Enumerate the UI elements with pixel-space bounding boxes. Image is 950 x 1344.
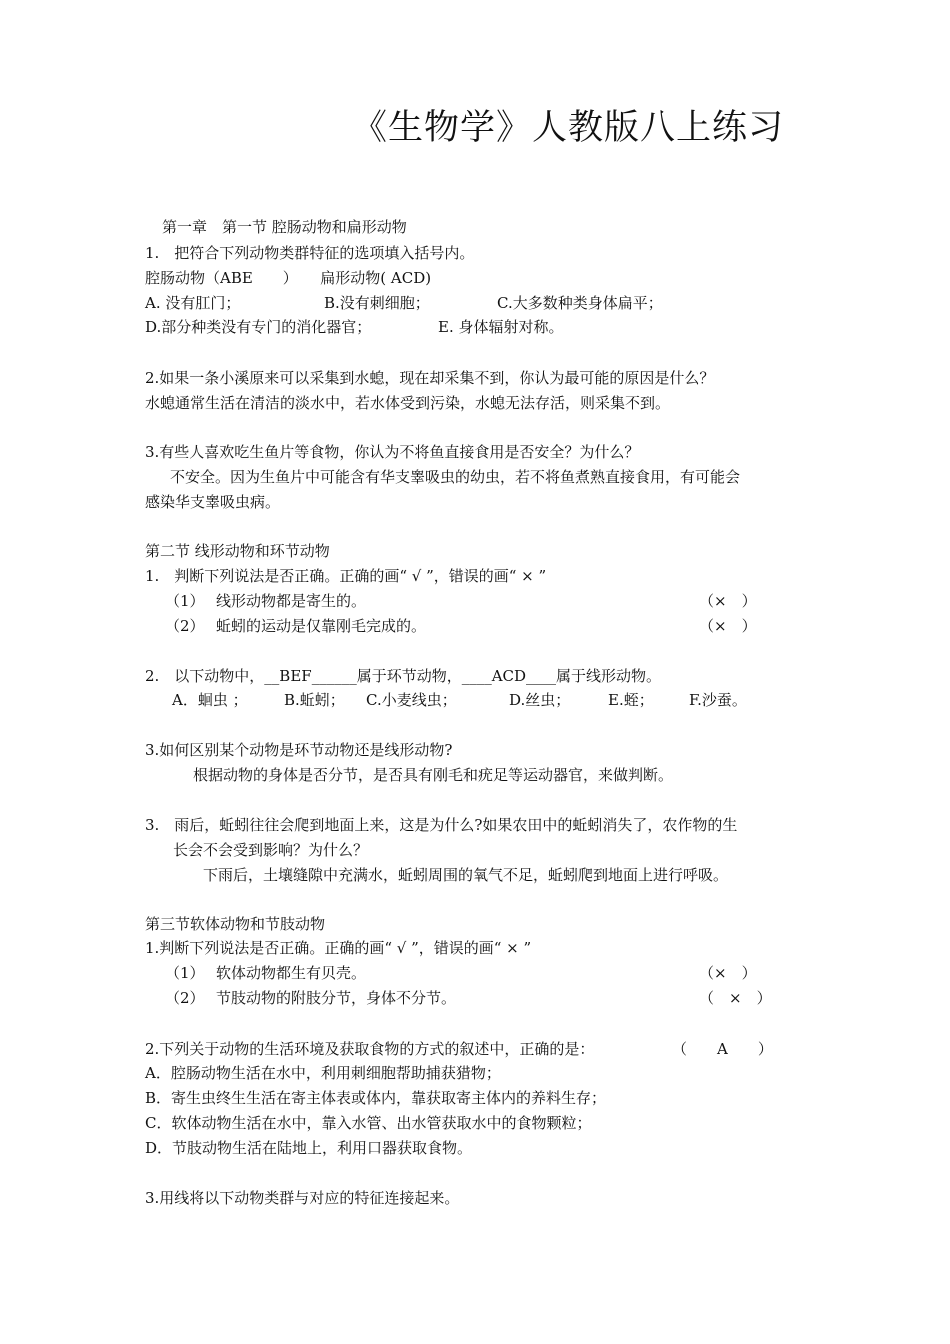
question-text: 1. 把符合下列动物类群特征的选项填入括号内。 (145, 244, 475, 262)
question-text: 1.判断下列说法是否正确。正确的画“ √ ”，错误的画“ × ” (145, 939, 532, 957)
answer-text: 下雨后，土壤缝隙中充满水，蚯蚓周围的氧气不足，蚯蚓爬到地面上进行呼吸。 (203, 866, 729, 884)
option-c: C.小麦线虫； (366, 691, 457, 709)
judgement-mark: （ × ） (699, 989, 772, 1007)
question-text: 2. 以下动物中，__BEF______属于环节动物，____ACD____属于线形动物。 (145, 667, 662, 685)
question-text: 3. 雨后，蚯蚓往往会爬到地面上来，这是为什么?如果农田中的蚯蚓消失了，农作物的生 (145, 816, 738, 834)
section-heading-1: 第一章 第一节 腔肠动物和扁形动物 (162, 218, 407, 236)
statement-text: 蚯蚓的运动是仅靠刚毛完成的。 (216, 617, 427, 635)
judgement-mark: （× ） (699, 592, 757, 610)
option-a: A．腔肠动物生活在水中，利用刺细胞帮助捕获猎物； (145, 1064, 501, 1082)
option-a: A．蛔虫 ； (172, 691, 248, 709)
statement-text: 软体动物都生有贝壳。 (216, 964, 367, 982)
question-text: 1. 判断下列说法是否正确。正确的画“ √ ”，错误的画“ × ” (145, 567, 547, 585)
option-b: B.没有刺细胞； (324, 294, 430, 312)
statement-text: 线形动物都是寄生的。 (216, 592, 367, 610)
option-d: D.丝虫； (509, 691, 571, 709)
answer-text: 水螅通常生活在清洁的淡水中，若水体受到污染，水螅无法存活，则采集不到。 (145, 394, 671, 412)
question-text: 2.下列关于动物的生活环境及获取食物的方式的叙述中，正确的是： (145, 1040, 595, 1058)
judgement-mark: （× ） (699, 964, 757, 982)
answer-text: 不安全。因为生鱼片中可能含有华支睾吸虫的幼虫，若不将鱼煮熟直接食用，有可能会 (170, 468, 741, 486)
question-text: 3.如何区别某个动物是环节动物还是线形动物? (145, 741, 453, 759)
judgement-mark: （× ） (699, 617, 757, 635)
item-number: （2） (165, 989, 205, 1007)
question-text: 2.如果一条小溪原来可以采集到水螅，现在却采集不到，你认为最可能的原因是什么？ (145, 369, 715, 387)
item-number: （1） (165, 964, 205, 982)
page-title: 《生物学》人教版八上练习 (352, 108, 785, 148)
section-heading-2: 第二节 线形动物和环节动物 (145, 542, 330, 560)
option-e: E.蛭； (608, 691, 654, 709)
option-d: D．节肢动物生活在陆地上，利用口器获取食物。 (145, 1139, 473, 1157)
option-c: C.大多数种类身体扁平； (497, 294, 663, 312)
choice-answer: （ A ） (672, 1040, 773, 1058)
option-f: F.沙蚕。 (689, 691, 747, 709)
section-heading-3: 第三节软体动物和节肢动物 (145, 915, 326, 933)
option-c: C．软体动物生活在水中，靠入水管、出水管获取水中的食物颗粒； (145, 1114, 592, 1132)
answer-text: 根据动物的身体是否分节，是否具有刚毛和疣足等运动器官，来做判断。 (193, 766, 674, 784)
question-text: 长会不会受到影响？为什么？ (173, 841, 369, 859)
statement-text: 节肢动物的附肢分节，身体不分节。 (216, 989, 457, 1007)
option-a: A. 没有肛门； (145, 294, 241, 312)
option-d: D.部分种类没有专门的消化器官； (145, 318, 372, 336)
question-text: 3.有些人喜欢吃生鱼片等食物，你认为不将鱼直接食用是否安全？为什么？ (145, 443, 640, 461)
fill-in-answer: 腔肠动物（ABE ） 扁形动物( ACD) (145, 269, 432, 287)
item-number: （2） (165, 617, 205, 635)
item-number: （1） (165, 592, 205, 610)
question-text: 3.用线将以下动物类群与对应的特征连接起来。 (145, 1189, 460, 1207)
option-b: B.蚯蚓； (284, 691, 345, 709)
option-b: B．寄生虫终生生活在寄主体表或体内，靠获取寄主体内的养料生存； (145, 1089, 607, 1107)
option-e: E. 身体辐射对称。 (438, 318, 564, 336)
answer-text: 感染华支睾吸虫病。 (145, 493, 281, 511)
